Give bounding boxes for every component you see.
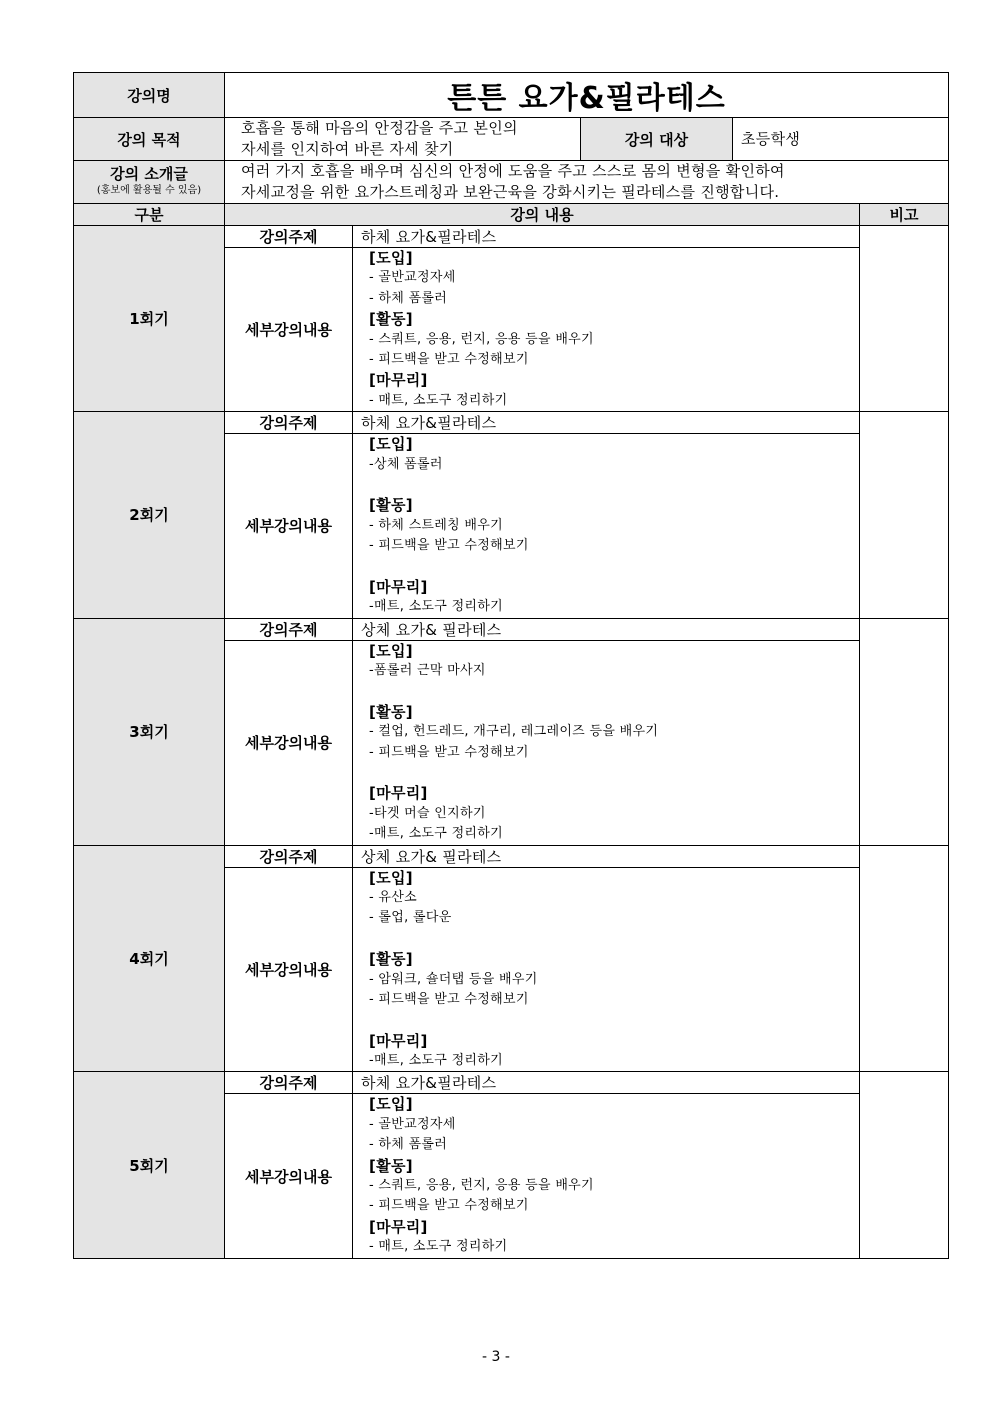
purpose-value [225,118,581,161]
subject-label: 강의주제 [225,226,353,248]
sessions-body [74,226,949,1259]
detail-line: - 피드백을 받고 수정해보기 [369,1198,529,1214]
section-heading: [마무리] [369,1031,428,1050]
session-remarks [860,845,949,1072]
session-remarks [860,412,949,619]
intro-label-cell [74,161,225,204]
detail-line [369,681,859,701]
session-detail [353,640,860,845]
column-header-division: 구분 [74,204,225,226]
subject-label: 강의주제 [225,845,353,867]
session-label: 1회기 [74,226,225,412]
session-subject: 상체 요가& 필라테스 [353,845,860,867]
session-remarks [860,1072,949,1258]
intro-line: 여러 가지 호흡을 배우며 심신의 안정에 도움을 주고 스스로 몸의 변형을 확인하여 [241,162,785,180]
session-label: 2회기 [74,412,225,619]
sessions-table [73,203,949,1259]
detail-line: - 하체 폼롤러 [369,290,448,306]
detail-label: 세부강의내용 [225,640,353,845]
detail-line: - 유산소 [369,889,417,905]
detail-line: - 스쿼트, 응용, 런지, 응용 등을 배우기 [369,331,594,347]
page-number: - 3 - [482,1349,510,1365]
detail-line [369,475,859,495]
detail-line [369,1010,859,1030]
section-heading: [도입] [369,1095,413,1114]
session-label: 3회기 [74,618,225,845]
detail-line: - 하체 폼롤러 [369,1137,448,1153]
section-heading: [도입] [369,249,413,267]
detail-label: 세부강의내용 [225,434,353,619]
subject-label: 강의주제 [225,412,353,434]
session-label: 5회기 [74,1072,225,1258]
detail-line [369,556,859,576]
session-subject: 하체 요가&필라테스 [353,1072,860,1094]
detail-line: - 암워크, 숄더탭 등을 배우기 [369,971,538,987]
detail-label: 세부강의내용 [225,867,353,1072]
section-heading: [도입] [369,435,413,454]
subject-label: 강의주제 [225,618,353,640]
detail-line: - 매트, 소도구 정리하기 [369,1239,508,1255]
detail-line: -상체 폼롤러 [369,456,443,472]
session-remarks [860,618,949,845]
target-label: 강의 대상 [581,118,733,161]
detail-line [369,763,859,783]
detail-line: - 피드백을 받고 수정해보기 [369,744,529,760]
section-heading: [도입] [369,868,413,887]
session-remarks [860,226,949,412]
target-value: 초등학생 [733,118,949,161]
detail-line: -폼롤러 근막 마사지 [369,663,486,679]
detail-line: - 골반교정자세 [369,1116,456,1132]
subject-label: 강의주제 [225,1072,353,1094]
session-subject: 상체 요가& 필라테스 [353,618,860,640]
intro-sublabel: (홍보에 활용될 수 있음) [96,185,202,196]
detail-line: -매트, 소도구 정리하기 [369,599,504,615]
detail-line: - 골반교정자세 [369,270,456,286]
intro-line: 자세교정을 위한 요가스트레칭과 보완근육을 강화시키는 필라테스를 진행합니다. [241,183,780,201]
detail-line [369,929,859,949]
detail-line: - 피드백을 받고 수정해보기 [369,538,529,554]
detail-line: - 피드백을 받고 수정해보기 [369,351,529,367]
column-header-remarks: 비고 [860,204,949,226]
column-header-content: 강의 내용 [225,204,860,226]
lecture-plan-document [73,72,948,1259]
detail-label: 세부강의내용 [225,248,353,412]
section-heading: [활동] [369,950,413,969]
detail-line: - 피드백을 받고 수정해보기 [369,991,529,1007]
section-heading: [활동] [369,1156,413,1175]
session-subject: 하체 요가&필라테스 [353,226,860,248]
detail-line: -타겟 머슬 인지하기 [369,805,486,821]
intro-label: 강의 소개글 [110,165,188,183]
detail-line: - 하체 스트레칭 배우기 [369,517,504,533]
section-heading: [도입] [369,641,413,660]
detail-line: - 매트, 소도구 정리하기 [369,392,508,408]
session-detail [353,1094,860,1258]
section-heading: [활동] [369,702,413,721]
detail-line: - 롤업, 롤다운 [369,910,452,926]
session-label: 4회기 [74,845,225,1072]
session-detail [353,248,860,412]
course-name-label: 강의명 [74,73,225,118]
detail-line: - 컬업, 헌드레드, 개구리, 레그레이즈 등을 배우기 [369,724,659,740]
course-title: 튼튼 요가&필라테스 [225,73,949,118]
session-detail [353,434,860,619]
section-heading: [마무리] [369,1217,428,1236]
session-subject: 하체 요가&필라테스 [353,412,860,434]
intro-value [225,161,949,204]
purpose-label: 강의 목적 [74,118,225,161]
purpose-line: 자세를 인지하여 바른 자세 찾기 [241,140,454,158]
detail-label: 세부강의내용 [225,1094,353,1258]
section-heading: [활동] [369,496,413,515]
section-heading: [활동] [369,310,413,329]
section-heading: [마무리] [369,577,428,596]
detail-line: -매트, 소도구 정리하기 [369,826,504,842]
detail-line: -매트, 소도구 정리하기 [369,1053,504,1069]
course-info-table [73,72,949,204]
purpose-line: 호흡을 통해 마음의 안정감을 주고 본인의 [241,119,518,137]
section-heading: [마무리] [369,784,428,803]
detail-line: - 스쿼트, 응용, 런지, 응용 등을 배우기 [369,1178,594,1194]
session-detail [353,867,860,1072]
section-heading: [마무리] [369,371,428,390]
